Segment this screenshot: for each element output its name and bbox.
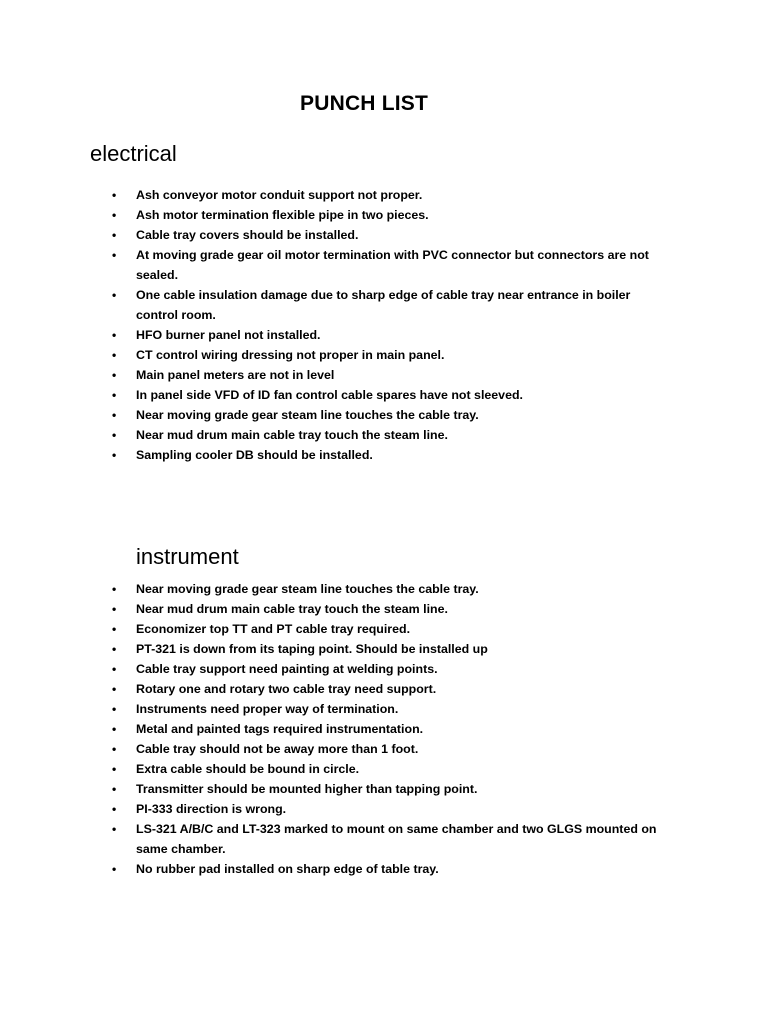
bullet-icon: • xyxy=(112,188,117,202)
bullet-icon: • xyxy=(112,642,117,656)
list-item-text: Sampling cooler DB should be installed. xyxy=(136,448,373,462)
list-item xyxy=(112,599,672,619)
list-item xyxy=(112,719,672,739)
list-item-text: In panel side VFD of ID fan control cable spares have not sleeved. xyxy=(136,388,523,402)
list-item-text: Cable tray covers should be installed. xyxy=(136,228,359,242)
list-item-text: Economizer top TT and PT cable tray required. xyxy=(136,622,411,636)
list-item-text: Near moving grade gear steam line touches the cable tray. xyxy=(136,582,479,596)
list-item xyxy=(112,245,672,285)
bullet-icon: • xyxy=(112,762,117,776)
list-item-text: Rotary one and rotary two cable tray need support. xyxy=(136,682,437,696)
bullet-icon: • xyxy=(112,388,117,402)
list-item-text: Ash motor termination flexible pipe in two pieces. xyxy=(136,208,429,222)
bullet-icon: • xyxy=(112,208,117,222)
list-item xyxy=(112,739,672,759)
bullet-icon: • xyxy=(112,408,117,422)
bullet-icon: • xyxy=(112,862,117,876)
list-item-text: Main panel meters are not in level xyxy=(136,368,335,382)
bullet-icon: • xyxy=(112,368,117,382)
list-item-text: LS-321 A/B/C and LT-323 marked to mount on same chamber and two GLGS mounted on same chamber. xyxy=(136,822,657,856)
list-item xyxy=(112,205,672,225)
list-item-text: CT control wiring dressing not proper in main panel. xyxy=(136,348,445,362)
list-item-text: Ash conveyor motor conduit support not proper. xyxy=(136,188,423,202)
list-item-text: At moving grade gear oil motor termination with PVC connector but connectors are not sealed. xyxy=(136,248,649,282)
instrument-punch-list xyxy=(112,579,672,879)
list-item-text: Near moving grade gear steam line touches the cable tray. xyxy=(136,408,479,422)
bullet-icon: • xyxy=(112,782,117,796)
list-item xyxy=(112,285,672,325)
section-heading-electrical: electrical xyxy=(90,141,177,166)
list-item-text: Near mud drum main cable tray touch the steam line. xyxy=(136,602,448,616)
bullet-icon: • xyxy=(112,328,117,342)
list-item xyxy=(112,579,672,599)
list-item-text: PT-321 is down from its taping point. Should be installed up xyxy=(136,642,488,656)
list-item xyxy=(112,859,672,879)
list-item-text: No rubber pad installed on sharp edge of table tray. xyxy=(136,862,439,876)
list-item xyxy=(112,799,672,819)
list-item-text: Metal and painted tags required instrumentation. xyxy=(136,722,424,736)
list-item xyxy=(112,659,672,679)
list-item xyxy=(112,365,672,385)
bullet-icon: • xyxy=(112,682,117,696)
list-item xyxy=(112,779,672,799)
list-item xyxy=(112,345,672,365)
bullet-icon: • xyxy=(112,702,117,716)
list-item-text: Extra cable should be bound in circle. xyxy=(136,762,360,776)
list-item xyxy=(112,639,672,659)
list-item xyxy=(112,445,672,465)
bullet-icon: • xyxy=(112,228,117,242)
bullet-icon: • xyxy=(112,722,117,736)
list-item xyxy=(112,325,672,345)
list-item xyxy=(112,385,672,405)
list-item-text: PI-333 direction is wrong. xyxy=(136,802,287,816)
list-item xyxy=(112,225,672,245)
list-item-text: One cable insulation damage due to sharp edge of cable tray near entrance in boiler control room. xyxy=(136,288,631,322)
bullet-icon: • xyxy=(112,662,117,676)
bullet-icon: • xyxy=(112,742,117,756)
list-item-text: Cable tray should not be away more than 1 foot. xyxy=(136,742,419,756)
list-item xyxy=(112,699,672,719)
bullet-icon: • xyxy=(112,802,117,816)
list-item xyxy=(112,185,672,205)
bullet-icon: • xyxy=(112,822,117,836)
list-item xyxy=(112,405,672,425)
section-heading-instrument: instrument xyxy=(136,544,239,569)
list-item xyxy=(112,759,672,779)
list-item-text: Transmitter should be mounted higher than tapping point. xyxy=(136,782,478,796)
list-item xyxy=(112,679,672,699)
list-item-text: Cable tray support need painting at welding points. xyxy=(136,662,438,676)
list-item-text: Near mud drum main cable tray touch the steam line. xyxy=(136,428,448,442)
bullet-icon: • xyxy=(112,582,117,596)
list-item xyxy=(112,619,672,639)
bullet-icon: • xyxy=(112,448,117,462)
list-item xyxy=(112,425,672,445)
list-item-text: Instruments need proper way of termination. xyxy=(136,702,399,716)
bullet-icon: • xyxy=(112,288,117,302)
list-item-text: HFO burner panel not installed. xyxy=(136,328,321,342)
list-item xyxy=(112,819,672,859)
bullet-icon: • xyxy=(112,602,117,616)
bullet-icon: • xyxy=(112,428,117,442)
bullet-icon: • xyxy=(112,622,117,636)
page-title: PUNCH LIST xyxy=(300,92,428,115)
bullet-icon: • xyxy=(112,348,117,362)
electrical-punch-list xyxy=(112,185,672,465)
bullet-icon: • xyxy=(112,248,117,262)
